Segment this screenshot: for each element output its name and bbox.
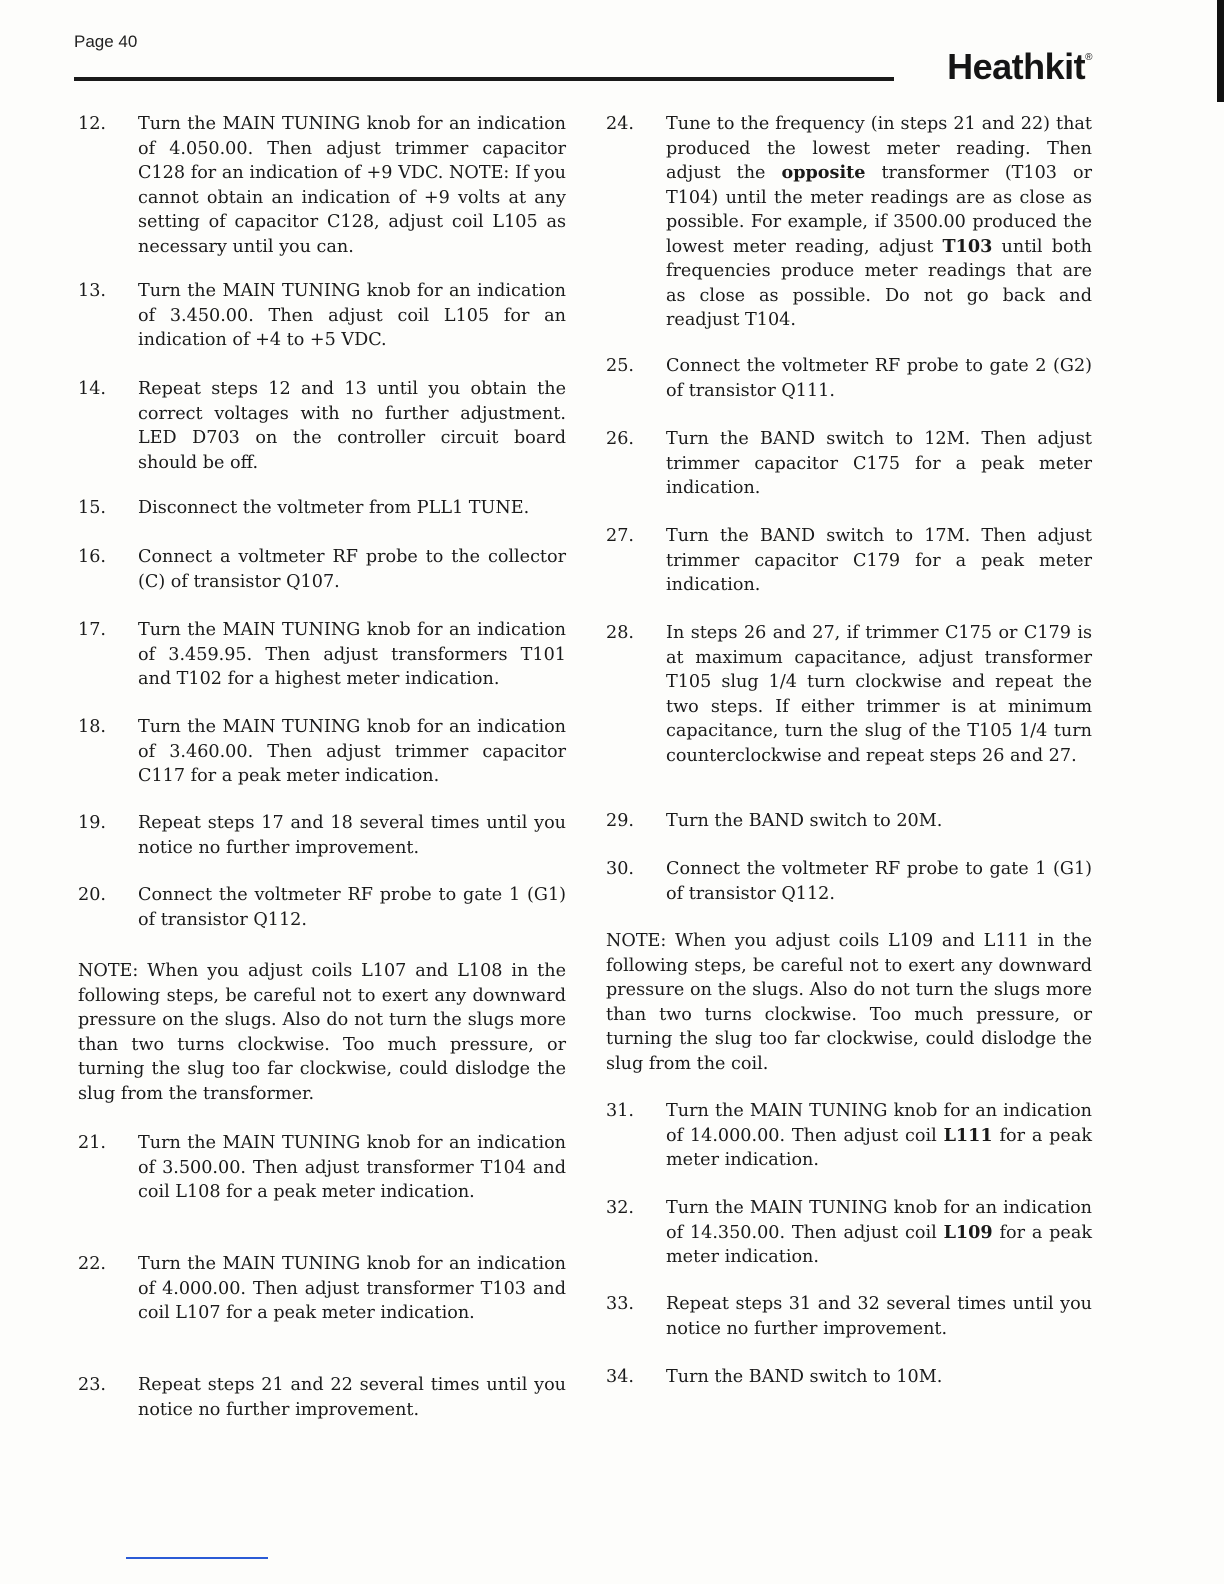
step-29: [606, 809, 1092, 857]
step-34: [606, 1365, 1092, 1390]
step-text: Turn the MAIN TUNING knob for an indication of 3.460.00. Then adjust trimmer capacitor C117 for a peak meter indication.: [138, 717, 566, 786]
brand-name: Heathkit: [947, 46, 1086, 87]
step-number: 34.: [606, 1367, 634, 1387]
step-text-part: transformer (T103 or T104) until the meter readings are as close as possible. For example, if 3500.00 produced the lowest meter reading, adjust: [666, 163, 1093, 257]
step-number: 12.: [78, 114, 106, 134]
step-text: In steps 26 and 27, if trimmer C175 or C179 is at maximum capacitance, adjust transformer T105 slug 1/4 turn clockwise and repeat the two steps. If either trimmer is at minimum capacitance, turn the slug of the T105 1/4 turn counterclockwise and repeat steps 26 and 27.: [666, 623, 1092, 766]
step-number: 31.: [606, 1101, 634, 1121]
step-number: 24.: [606, 114, 634, 134]
step-text: Turn the BAND switch to 20M.: [666, 811, 943, 831]
step-32: [606, 1196, 1092, 1292]
step-text: Repeat steps 12 and 13 until you obtain the correct voltages with no further adjustment. LED D703 on the controller circuit board should be off.: [138, 379, 566, 473]
registered-mark: ®: [1085, 52, 1092, 63]
step-number: 23.: [78, 1375, 106, 1395]
step-number: 14.: [78, 379, 106, 399]
step-number: 17.: [78, 620, 106, 640]
step-14: [78, 377, 566, 496]
step-16: [78, 545, 566, 618]
step-12: [78, 112, 566, 279]
right-column: [606, 112, 1092, 1390]
step-text: Turn the MAIN TUNING knob for an indication of 3.459.95. Then adjust transformers T101 and T102 for a highest meter indication.: [138, 620, 566, 689]
step-26: [606, 427, 1092, 524]
step-text-part: for a peak meter indication.: [666, 1222, 1092, 1267]
emphasis-l109: L109: [943, 1221, 993, 1243]
emphasis-opposite: opposite: [781, 162, 866, 183]
step-text: Turn the MAIN TUNING knob for an indication of 4.050.00. Then adjust trimmer capacitor C128 for an indication of +9 VDC. NOTE: If you cannot obtain an indication of +9 volts at any setting of capacitor C128, adjust coil L105 as necessary until you can.: [138, 114, 566, 257]
step-22: [78, 1252, 566, 1373]
step-text: Turn the BAND switch to 10M.: [666, 1367, 943, 1387]
step-number: 15.: [78, 498, 106, 518]
step-15: [78, 496, 566, 545]
step-18: [78, 715, 566, 811]
step-text-part: Turn the MAIN TUNING knob for an indication of 14.350.00. Then adjust coil: [666, 1198, 1092, 1243]
step-number: 19.: [78, 813, 106, 833]
brand-logo: [947, 46, 1092, 88]
step-number: 20.: [78, 885, 106, 905]
step-text: [666, 1196, 1092, 1292]
step-text: Disconnect the voltmeter from PLL1 TUNE.: [138, 498, 530, 518]
left-column: [78, 112, 566, 1422]
step-number: 21.: [78, 1133, 106, 1153]
step-text: Repeat steps 31 and 32 several times until you notice no further improvement.: [666, 1294, 1092, 1339]
step-23: [78, 1373, 566, 1422]
step-text-part: for a peak meter indication.: [666, 1125, 1092, 1170]
step-25: [606, 354, 1092, 427]
step-17: [78, 618, 566, 715]
step-text: Turn the MAIN TUNING knob for an indication of 3.500.00. Then adjust transformer T104 and coil L108 for a peak meter indication.: [138, 1133, 566, 1202]
step-number: 26.: [606, 429, 634, 449]
note-coils-l109-l111: NOTE: When you adjust coils L109 and L111 in the following steps, be careful not to exert any downward pressure on the slugs. Also do not turn the slugs more than two turns clockwise. Too much pressure, or turning the slug too far clockwise, could dislodge the slug from the coil.: [606, 931, 1092, 1074]
header-rule: [74, 77, 894, 81]
step-number: 22.: [78, 1254, 106, 1274]
step-text: [666, 112, 1092, 354]
step-31: [606, 1099, 1092, 1196]
step-number: 16.: [78, 547, 106, 567]
step-number: 25.: [606, 356, 634, 376]
step-30: [606, 857, 1092, 929]
step-number: 33.: [606, 1294, 634, 1314]
step-text: [666, 1099, 1092, 1196]
step-text: Connect the voltmeter RF probe to gate 2 (G2) of transistor Q111.: [666, 356, 1092, 401]
step-21: [78, 1131, 566, 1252]
step-19: [78, 811, 566, 883]
step-number: 27.: [606, 526, 634, 546]
page-number: Page 40: [74, 32, 138, 51]
step-text-part: Turn the MAIN TUNING knob for an indication of 14.000.00. Then adjust coil: [666, 1101, 1092, 1146]
step-text: Turn the BAND switch to 17M. Then adjust trimmer capacitor C179 for a peak meter indication.: [666, 526, 1092, 595]
step-text: Repeat steps 17 and 18 several times until you notice no further improvement.: [138, 813, 566, 858]
step-number: 13.: [78, 281, 106, 301]
step-number: 28.: [606, 623, 634, 643]
step-text: Connect a voltmeter RF probe to the collector (C) of transistor Q107.: [138, 547, 566, 592]
step-28: [606, 621, 1092, 809]
step-text: Connect the voltmeter RF probe to gate 1 (G1) of transistor Q112.: [138, 885, 566, 930]
step-text: Turn the MAIN TUNING knob for an indication of 4.000.00. Then adjust transformer T103 and coil L107 for a peak meter indication.: [138, 1254, 566, 1323]
step-number: 29.: [606, 811, 634, 831]
step-text: Turn the MAIN TUNING knob for an indication of 3.450.00. Then adjust coil L105 for an indication of +4 to +5 VDC.: [138, 281, 566, 350]
step-text-part: until both frequencies produce meter readings that are as close as possible. Do not go back and readjust T104.: [666, 236, 1092, 330]
step-27: [606, 524, 1092, 621]
step-text: Turn the BAND switch to 12M. Then adjust trimmer capacitor C175 for a peak meter indication.: [666, 429, 1092, 498]
step-number: 32.: [606, 1198, 634, 1218]
step-20: [78, 883, 566, 959]
step-number: 30.: [606, 859, 634, 879]
note-coils-l107-l108: NOTE: When you adjust coils L107 and L108 in the following steps, be careful not to exert any downward pressure on the slugs. Also do not turn the slugs more than two turns clockwise. Too much pressure, or turning the slug too far clockwise, could dislodge the slug from the transformer.: [78, 961, 566, 1104]
step-text-part: Tune to the frequency (in steps 21 and 22) that produced the lowest meter reading. Then adjust the: [666, 114, 1092, 183]
step-text: Repeat steps 21 and 22 several times until you notice no further improvement.: [138, 1375, 566, 1420]
step-text: Connect the voltmeter RF probe to gate 1 (G1) of transistor Q112.: [666, 859, 1092, 904]
step-33: [606, 1292, 1092, 1365]
step-13: [78, 279, 566, 377]
step-24: [606, 112, 1092, 354]
emphasis-l111: L111: [943, 1124, 993, 1146]
footer-line: [126, 1557, 268, 1559]
emphasis-t103: T103: [942, 235, 993, 257]
scan-edge-mark: [1217, 0, 1224, 102]
step-number: 18.: [78, 717, 106, 737]
